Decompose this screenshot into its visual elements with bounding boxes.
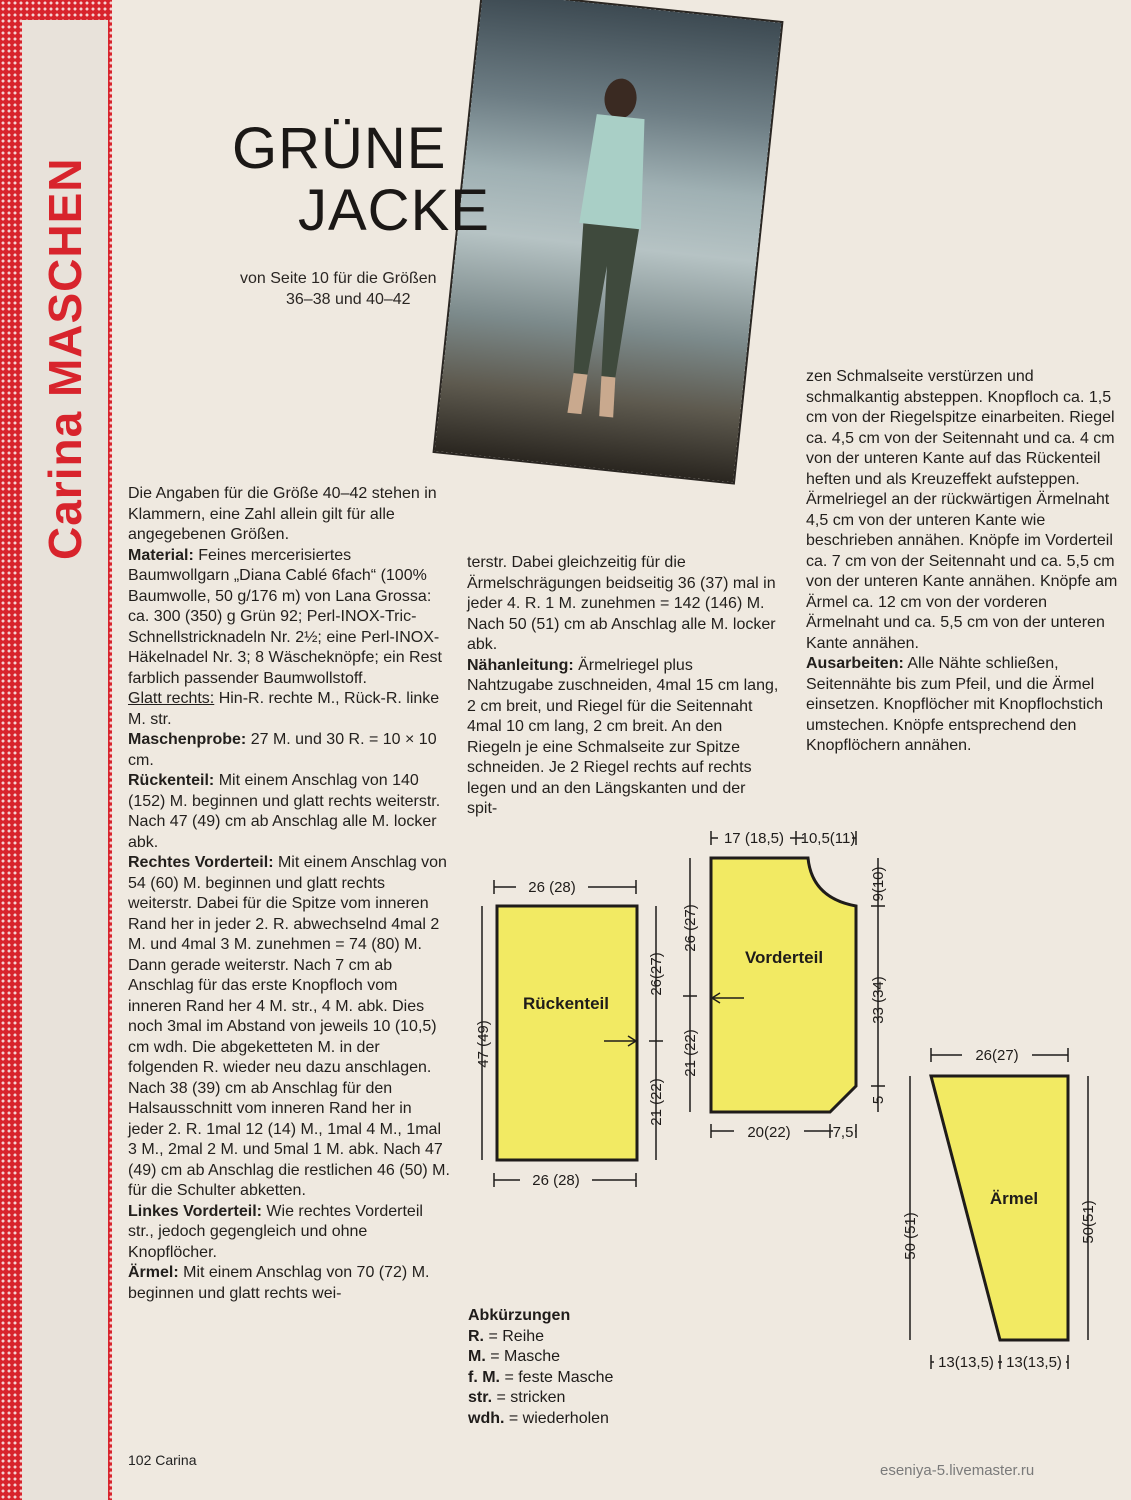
front-piece-label: Vorderteil (744, 948, 824, 967)
paragraph-text: Mit einem Anschlag von 140 (152) M. beginnen und glatt rechts weiterstr. Nach 47 (49) cm ab Anschlag alle M. locker abk. (128, 772, 441, 851)
paragraph-label: Rückenteil: (128, 772, 215, 789)
sleeve-shape (931, 1076, 1068, 1340)
paragraph-text: zen Schmalseite verstürzen und schmalkantig absteppen. Knopfloch ca. 1,5 cm von der Riegelspitze einarbeiten. Riegel ca. 4,5 cm von der Seitennaht und ca. 4 cm von der unteren Kante auf das Rückenteil heften und als Kreuzeffekt aufsteppen. Ärmelriegel an der rückwärtigen Ärmelnaht 4,5 cm von der unteren Kante wie beschrieben annähen. Knöpfe im Vorderteil ca. 7 cm von der Seitennaht und ca. 5,5 cm von der unteren Kante annähen. Knöpfe am Ärmel ca. 12 cm von der vorderen Ärmelnaht und ca. 5,5 cm von der unteren Kante annähen. (806, 368, 1118, 652)
paragraph-text: Feines mercerisiertes Baumwollgarn „Diana Cablé 6fach“ (100% Baumwolle, 50 g/176 m) von Lana Grossa: ca. 300 (350) g Grün 92; Perl-INOX-Tric-Schnellstricknadeln Nr. 2½; eine Perl-INOX-Häkelnadel Nr. 3; 8 Wäscheknöpfe; ein Rest farblich passender Baumwollstoff. (128, 546, 442, 687)
paragraph-text: Mit einem Anschlag von 70 (72) M. beginnen und glatt rechts wei- (128, 1264, 430, 1302)
sleeve-right-length: 50(51) (1080, 1200, 1097, 1244)
back-piece-diagram (475, 877, 665, 1189)
back-lower-height: 21 (22) (648, 1078, 665, 1126)
abbreviation-meaning: = Reihe (484, 1327, 545, 1345)
abbreviation: str. (468, 1389, 493, 1406)
abbreviation-meaning: = wiederholen (504, 1409, 609, 1427)
paragraph-label: Linkes Vorderteil: (128, 1202, 262, 1220)
paragraph-text: Die Angaben für die Größe 40–42 stehen in Klammern, eine Zahl allein gilt für alle angegebenen Größen. (128, 485, 437, 543)
front-neck-depth: 9(10) (870, 866, 887, 902)
abbreviation-meaning: = stricken (492, 1389, 566, 1406)
front-shoulder-width: 17 (18,5) (723, 830, 785, 847)
paragraph-label: Rechtes Vorderteil: (128, 854, 274, 871)
paragraph-text: Mit einem Anschlag von 54 (60) M. beginnen und glatt rechts weiterstr. Dabei für die Spitze vom inneren Rand her in jeder 2. R. abwechselnd 4mal 2 M. und 4mal 3 M. zunehmen = 74 (80) M. Dann gerade weiterstr. Nach 7 cm ab Anschlag für das erste Knopfloch vom inneren Rand her 4 M. str., 4 M. abk. Dies noch 3mal im Abstand von jeweils 10 (10,5) cm wdh. Die abgeketteten M. in der folgenden R. wieder neu dazu anschlagen. Nach 38 (39) cm ab Anschlag für den Halsausschnitt vom inneren Rand her in jeder 2. R. 1mal 12 (14) M., 1mal 4 M., 1mal 3 M., 2mal 2 M. und 5mal 1 M. abk. Nach 47 (49) cm ab Anschlag die restlichen 46 (50) M. für die Schulter abketten. (128, 854, 450, 1199)
sleeve-bottom-right: 13(13,5) (1006, 1354, 1062, 1371)
abbreviation: M. (468, 1348, 486, 1365)
paragraph-label: Ausarbeiten: (806, 655, 904, 672)
back-top-width: 26 (28) (528, 879, 576, 896)
paragraph-label: Material: (128, 546, 194, 564)
front-piece-diagram (682, 828, 887, 1141)
sleeve-left-length: 50 (51) (902, 1212, 919, 1260)
front-bottom-width: 20(22) (747, 1124, 791, 1141)
front-piece-shape (711, 858, 856, 1112)
front-lower-height: 21 (22) (682, 1029, 699, 1077)
abbreviation-meaning: = feste Masche (500, 1368, 614, 1386)
paragraph-text: Alle Nähte schließen, Seitennähte bis zum Pfeil, und die Ärmel einsetzen. Knopflöcher mit Knopflochstich umstechen. Knöpfe entsprechend den Knopflöchern annähen. (806, 655, 1104, 754)
title-line-1: GRÜNE (232, 116, 447, 181)
back-height: 47 (49) (475, 1020, 492, 1068)
front-point-width: 7,5 (832, 1124, 854, 1141)
subtitle-line-1: von Seite 10 für die Größen (240, 270, 437, 287)
abbreviation: f. M. (468, 1368, 500, 1386)
watermark: eseniya-5.livemaster.ru (880, 1462, 1035, 1479)
sleeve-diagram (902, 1045, 1097, 1371)
abbreviations-heading: Abkürzungen (468, 1307, 571, 1324)
paragraph-text: terstr. Dabei gleichzeitig für die Ärmelschrägungen beidseitig 36 (37) mal in jeder 4. R. 1 M. zunehmen = 142 (146) M. Nach 50 (51) cm ab Anschlag alle M. locker abk. (467, 554, 776, 653)
front-side-height: 33 (34) (870, 976, 887, 1024)
back-upper-height: 26(27) (648, 952, 665, 996)
brand-name: Carina (39, 410, 91, 560)
front-neck-width: 10,5(11) (800, 830, 856, 847)
paragraph-text: Ärmelriegel plus Nahtzugabe zuschneiden, 4mal 15 cm lang, 2 cm breit, und Riegel für die Seitennaht 4mal 10 cm lang, 2 cm breit. An den Riegeln je eine Schmalseite zur Spitze schneiden. Je 2 Riegel rechts auf rechts legen und an den Längskanten und der spit- (467, 656, 779, 817)
title-line-2: JACKE (298, 178, 490, 243)
section-name: MASCHEN (39, 157, 91, 398)
paragraph-text: Wie rechtes Vorderteil str., jedoch gegengleich und ohne Knopflöcher. (128, 1202, 423, 1261)
sleeve-top-width: 26(27) (975, 1047, 1019, 1064)
abbreviation-meaning: = Masche (485, 1348, 561, 1365)
page-footer: 102 Carina (128, 1452, 197, 1468)
back-piece-shape (497, 906, 637, 1160)
paragraph-text: Hin-R. rechte M., Rück-R. linke M. str. (128, 690, 440, 728)
paragraph-label: Glatt rechts: (128, 690, 215, 707)
abbreviation: R. (468, 1327, 484, 1345)
paragraph-text: 27 M. und 30 R. = 10 × 10 cm. (128, 731, 437, 769)
paragraph-label: Ärmel: (128, 1264, 179, 1281)
front-point-height: 5 (870, 1095, 887, 1105)
sleeve-bottom-left: 13(13,5) (938, 1354, 994, 1371)
paragraph-label: Nähanleitung: (467, 656, 574, 674)
subtitle-line-2: 36–38 und 40–42 (286, 291, 411, 308)
abbreviation: wdh. (468, 1409, 505, 1427)
sleeve-label: Ärmel (989, 1189, 1039, 1208)
back-piece-label: Rückenteil (523, 994, 609, 1013)
paragraph-label: Maschenprobe: (128, 731, 247, 748)
back-bottom-width: 26 (28) (532, 1172, 580, 1189)
front-upper-height: 26 (27) (682, 904, 699, 952)
